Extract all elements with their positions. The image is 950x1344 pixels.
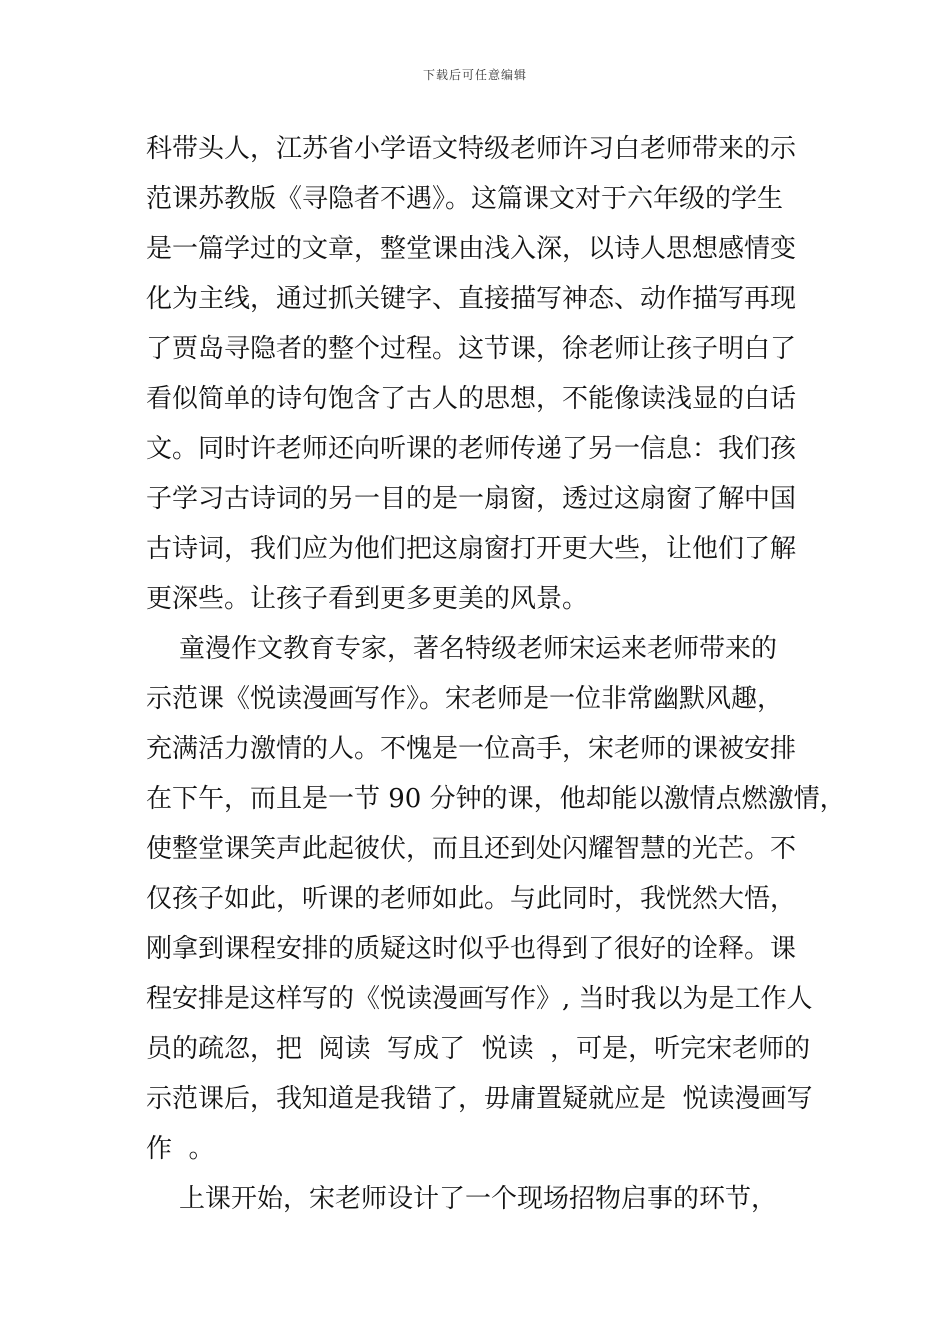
text-line: 示范课《悦读漫画写作》。宋老师是一位非常幽默风趣， — [146, 684, 784, 714]
text-line: 使整堂课笑声此起彼伏，而且还到处闪耀智慧的光芒。不 — [146, 834, 797, 864]
text-line: 程安排是这样写的《悦读漫画写作》, 当时我以为是工作人 — [146, 984, 813, 1014]
text-line: 仅孩子如此，听课的老师如此。与此同时，我恍然大悟， — [146, 884, 797, 914]
document-body — [146, 124, 846, 1224]
page-header-note: 下载后可任意编辑 — [422, 68, 527, 82]
text-line: 童漫作文教育专家，著名特级老师宋运来老师带来的 — [146, 634, 778, 664]
text-line: 了贾岛寻隐者的整个过程。这节课，徐老师让孩子明白了 — [146, 334, 797, 364]
text-line: 古诗词，我们应为他们把这扇窗打开更大些，让他们了解 — [146, 534, 797, 564]
text-line: 子学习古诗词的另一目的是一扇窗，透过这扇窗了解中国 — [146, 484, 797, 514]
text-line: 看似简单的诗句饱含了古人的思想，不能像读浅显的白话 — [146, 384, 797, 414]
text-line: 在下午，而且是一节 90 分钟的课，他却能以激情点燃激情， — [146, 784, 846, 814]
text-line: 范课苏教版《寻隐者不遇》。这篇课文对于六年级的学生 — [146, 184, 784, 214]
text-line: 员的疏忽，把 阅读 写成了 悦读 ，可是，听完宋老师的 — [146, 1034, 811, 1064]
text-line: 文。同时许老师还向听课的老师传递了另一信息：我们孩 — [146, 434, 797, 464]
text-line: 上课开始，宋老师设计了一个现场招物启事的环节， — [146, 1184, 778, 1214]
text-line: 作 。 — [146, 1134, 215, 1164]
text-line: 是一篇学过的文章，整堂课由浅入深，以诗人思想感情变 — [146, 234, 797, 264]
text-line: 科带头人，江苏省小学语文特级老师许习白老师带来的示 — [146, 134, 797, 164]
text-line: 充满活力激情的人。不愧是一位高手，宋老师的课被安排 — [146, 734, 797, 764]
text-line: 更深些。让孩子看到更多更美的风景。 — [146, 584, 589, 614]
text-line: 化为主线，通过抓关键字、直接描写神态、动作描写再现 — [146, 284, 797, 314]
text-line: 刚拿到课程安排的质疑这时似乎也得到了很好的诠释。课 — [146, 934, 797, 964]
text-line: 示范课后，我知道是我错了，毋庸置疑就应是 悦读漫画写 — [146, 1084, 813, 1114]
